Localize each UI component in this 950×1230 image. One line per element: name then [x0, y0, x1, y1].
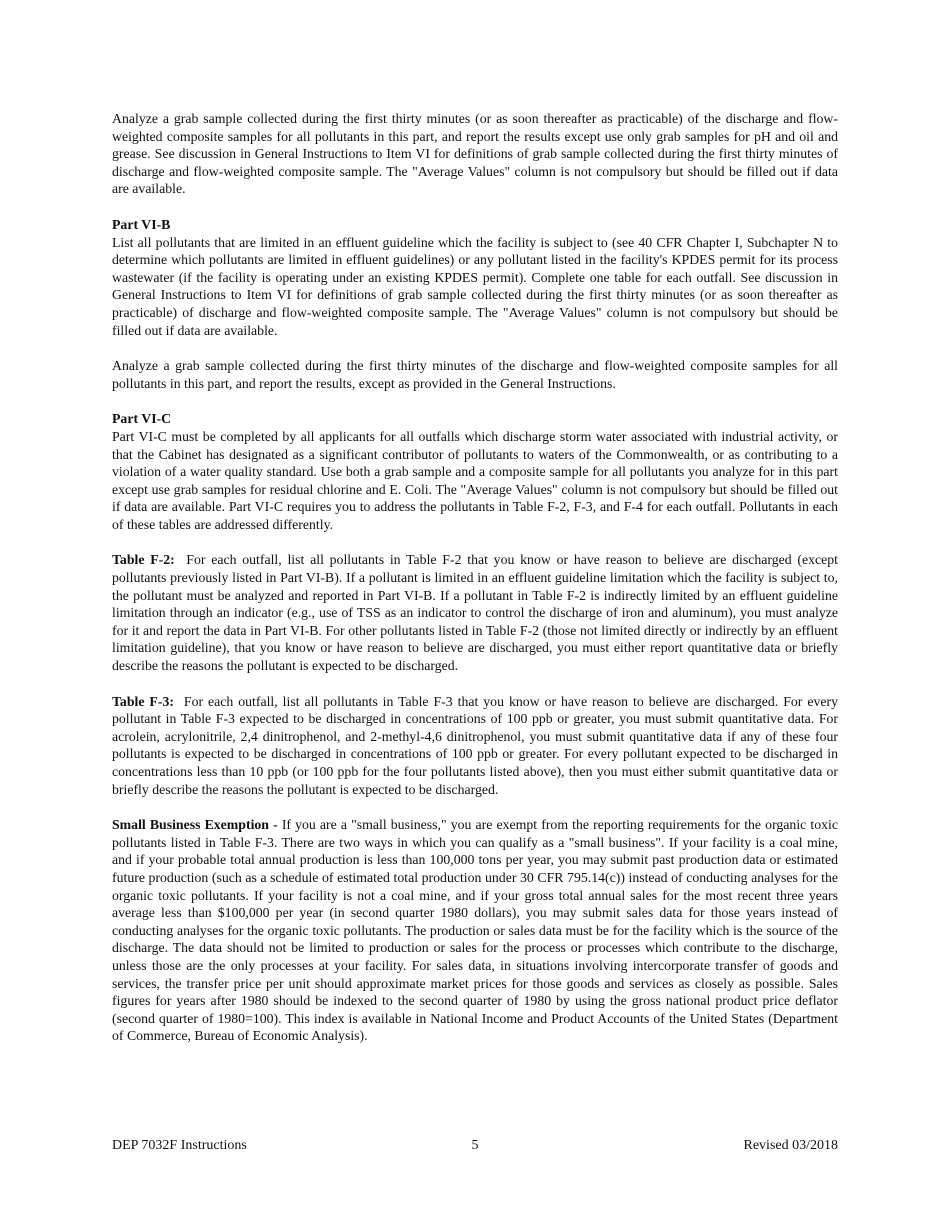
footer-revision-date: Revised 03/2018 [743, 1138, 838, 1153]
page-footer [112, 1137, 838, 1154]
intro-paragraph: Analyze a grab sample collected during the first thirty minutes (or as soon thereafter as practicable) of the discharge and flow-weighted composite samples for all pollutants in this part, and report the results except use only grab samples for pH and oil and grease. See discussion in General Instructions to Item VI for definitions of grab sample collected during the first thirty minutes of discharge and flow-weighted composite sample. The "Average Values" column is not compulsory but should be filled out if data are available. [112, 111, 838, 197]
footer-form-name: DEP 7032F Instructions [112, 1138, 247, 1153]
part-vi-c-paragraph: Part VI-C must be completed by all applicants for all outfalls which discharge storm water associated with industrial activity, or that the Cabinet has designated as a significant contributor of pollutants to waters of the Commonwealth, or as contributing to a violation of a water quality standard. Use both a grab sample and a composite sample for all pollutants you analyze for in this part except use grab samples for residual chlorine and E. Coli. The "Average Values" column is not compulsory but should be filled out if data are available. Part VI-C requires you to address the pollutants in Table F-2, F-3, and F-4 for each outfall. Pollutants in each of these tables are addressed differently. [112, 428, 838, 532]
small-business-text: If you are a "small business," you are exempt from the reporting requirements for the organic toxic pollutants listed in Table F-3. There are two ways in which you can qualify as a "small business". If your facility is a coal mine, and if your probable total annual production is less than 100,000 tons per year, you may submit past production data or estimated future production (such as a schedule of estimated total production under 30 CFR 795.14(c)) instead of conducting analyses for the organic toxic pollutants. If your facility is not a coal mine, and if your gross total annual sales for the most recent three years average less than $100,000 per year (in second quarter 1980 dollars), you may submit sales data for those years instead of conducting analyses for the organic toxic pollutants. The production or sales data must be for the facility which is the source of the discharge. The data should not be limited to production or sales for the process or processes which contribute to the discharge, unless those are the only processes at your facility. For sales data, in situations involving intercorporate transfer of goods and services, the transfer price per unit should approximate market prices for those goods and services as closely as possible. Sales figures for years after 1980 should be indexed to the second quarter of 1980 by using the gross national product price deflator (second quarter of 1980=100). This index is available in National Income and Product Accounts of the United States (Department of Commerce, Bureau of Economic Analysis). [112, 817, 838, 1044]
part-vi-b-paragraph-1: List all pollutants that are limited in an effluent guideline which the facility is subject to (see 40 CFR Chapter I, Subchapter N to determine which pollutants are limited in effluent guidelines) or any pollutant listed in the facility's KPDES permit for its process wastewater (if the facility is operating under an existing KPDES permit). Complete one table for each outfall. See discussion in General Instructions to Item VI for definitions of grab sample collected during the first thirty minutes (or as soon thereafter as practicable) of discharge and flow-weighted composite sample. The "Average Values" column is not compulsory but should be filled out if data are available. [112, 234, 838, 338]
table-f2-paragraph [112, 551, 838, 674]
small-business-label: Small Business Exemption - [112, 817, 278, 833]
table-f3-paragraph [112, 693, 838, 799]
section-part-vi-b [112, 216, 838, 392]
section-part-vi-c [112, 410, 838, 533]
table-f3-label: Table F-3: [112, 693, 174, 709]
table-f2-text: For each outfall, list all pollutants in Table F-2 that you know or have reason to believe are discharged (except pollutants previously listed in Part VI-B). If a pollutant is limited in an effluent guideline limitation which the facility is subject to, the pollutant must be analyzed and reported in Part VI-B. If a pollutant in Table F-2 is indirectly limited by an effluent guideline limitation through an indicator (e.g., use of TSS as an indicator to control the discharge of iron and aluminum), you must analyze for it and report the data in Part VI-B. For other pollutants listed in Table F-2 (those not limited directly or indirectly by an effluent limitation guideline), that you know or have reason to believe are discharged, you must either report quantitative data or briefly describe the reasons the pollutant is expected to be discharged. [112, 552, 838, 674]
part-vi-b-paragraph-2: Analyze a grab sample collected during the first thirty minutes of the discharge and flow-weighted composite samples for all pollutants in this part, and report the results, except as provided in the General Instructions. [112, 358, 838, 391]
table-f2-label: Table F-2: [112, 552, 175, 568]
footer-page-number: 5 [471, 1138, 479, 1153]
document-body [112, 110, 838, 1063]
heading-part-vi-c: Part VI-C [112, 411, 172, 427]
heading-part-vi-b: Part VI-B [112, 216, 171, 232]
table-f3-text: For each outfall, list all pollutants in Table F-3 that you know or have reason to believe are discharged. For every pollutant in Table F-3 expected to be discharged in concentrations of 100 ppb or greater, you must submit quantitative data. For acrolein, acrylonitrile, 2,4 dinitrophenol, and 2-methyl-4,6 dinitrophenol, you must submit quantitative data if any of these four pollutants is expected to be discharged in concentrations of 100 ppb or greater. For every pollutant expected to be discharged in concentrations less than 10 ppb (or 100 ppb for the four pollutants listed above), then you must either submit quantitative data or briefly describe the reasons the pollutant is expected to be discharged. [112, 693, 838, 797]
small-business-paragraph [112, 816, 838, 1045]
